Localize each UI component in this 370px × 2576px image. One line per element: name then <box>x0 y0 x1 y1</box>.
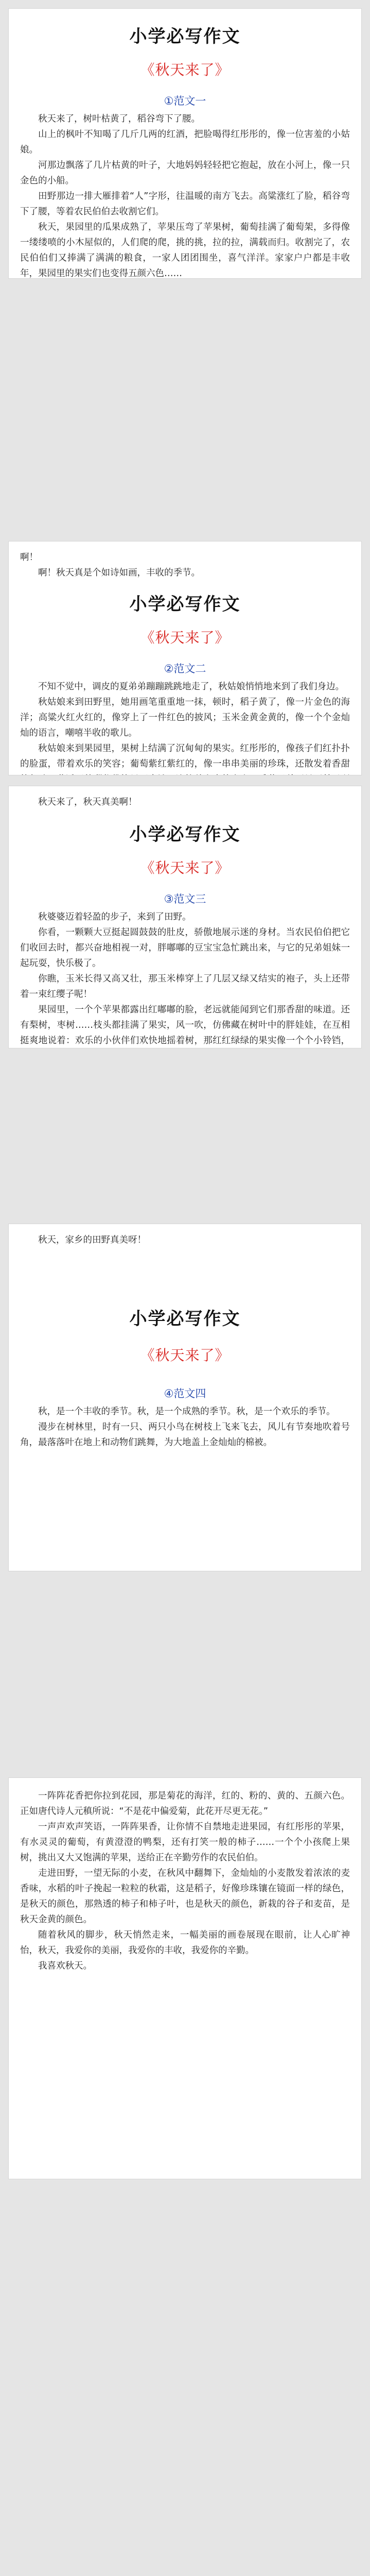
section-label: ①范文一 <box>164 95 206 107</box>
paragraph: 啊！ <box>20 552 38 563</box>
paragraph: 秋天来了，树叶枯黄了，稻谷弯下了腰。 <box>38 114 200 124</box>
paragraph: 山上的枫叶不知喝了几斤几两的红酒，把脸喝得红彤彤的，像一位害羞的小姑娘。 <box>20 129 350 155</box>
paragraph: 田野那边一排大雁排着“人”字形，往温暖的南方飞去。高粱涨红了脸，稻谷弯下了腰，等着农民伯伯去收割它们。 <box>20 191 350 217</box>
doc-title: 小学必写作文 <box>129 26 241 47</box>
essay-title: 《秋天来了》 <box>140 1347 230 1364</box>
essay-title: 《秋天来了》 <box>140 859 230 876</box>
essay-title: 《秋天来了》 <box>140 61 230 78</box>
page-4 <box>8 1224 362 1571</box>
paragraph: 随着秋风的脚步，秋天悄然走来，一幅美丽的画卷展现在眼前，让人心旷神怡，秋天，我爱你的美丽，我爱你的丰收，我爱你的辛勤。 <box>20 1930 350 1956</box>
paragraph: 你瞧，玉米长得又高又壮，那玉米棒穿上了几层又绿又结实的袍子，头上还带着一束红缨子呢！ <box>20 974 350 999</box>
page-5 <box>8 1777 362 2179</box>
page-2 <box>8 541 362 775</box>
paragraph: 秋天，家乡的田野真美呀！ <box>38 1235 146 1245</box>
paragraph: 秋天来了，秋天真美啊！ <box>38 797 137 807</box>
section-label: ④范文四 <box>164 1387 206 1400</box>
page-3 <box>8 786 362 1048</box>
paragraph: 一阵阵花香把你拉到花园，那是菊花的海洋，红的、粉的、黄的、五颜六色。正如唐代诗人元稹所说：“不是花中偏爱菊，此花开尽更无花。” <box>20 1791 350 1817</box>
paragraph: 秋婆婆迈着轻盈的步子，来到了田野。 <box>38 912 191 922</box>
paragraph: 你看，一颗颗大豆挺起圆鼓鼓的肚皮，骄傲地展示迷的身材。当农民伯伯把它们收回去时，都兴奋地相视一对，胖嘟嘟的豆宝宝急忙跳出来，与它的兄弟姐妹一起玩耍，快乐极了。 <box>20 927 350 969</box>
paragraph: 漫步在树林里，时有一只、两只小鸟在树枝上飞来飞去，风儿有节奏地吹着号角，最落落叶在地上和动物们跳舞，为大地盖上金灿灿的棉被。 <box>20 1422 350 1448</box>
paragraph: 不知不觉中，调皮的夏弟弟蹦蹦跳跳地走了，秋姑娘悄悄地来到了我们身边。 <box>38 682 344 692</box>
paragraph: 河那边飘落了几片枯黄的叶子，大地妈妈轻轻把它抱起，放在小河上，像一只金色的小船。 <box>20 160 350 186</box>
paragraph: 一声声欢声笑语，一阵阵果香，让你情不自禁地走进果园，有红彤彤的苹果，有水灵灵的葡萄，有黄澄澄的鸭梨，还有打笑一般的柿子……一个个小孩爬上果树，挑出又大又饱满的苹果，送给正在辛勤劳作的农民伯伯。 <box>20 1822 350 1863</box>
paragraph: 我喜欢秋天。 <box>38 1961 92 1971</box>
doc-title: 小学必写作文 <box>129 1309 241 1329</box>
essay-title: 《秋天来了》 <box>140 629 230 646</box>
paragraph: 秋天，果园里的瓜果成熟了，苹果压弯了苹果树，葡萄挂满了葡萄架，多得像一缕缕喷的小木屋似的，人们爬的爬，挑的挑，拉的拉，满载而归。收割完了，农民伯伯们又捧满了满满的粮食，一家人团团围坐，喜气洋洋。家家户户都是丰收年，果园里的果实们也变得五颜六色…… <box>20 222 350 279</box>
paragraph: 秋姑娘来到果园里，果树上结满了沉甸甸的果实。红彤彤的，像孩子们红扑扑的脸蛋，带着欢乐的笑容；葡萄紫红紫红的，像一串串美丽的珍珠，还散发着香甜 <box>20 743 350 769</box>
paragraph: 果园里，一个个苹果都露出红嘟嘟的脸，老远就能闻到它们那香甜的味道。还有梨树，枣树……枝头都挂满了果实，风一吹，仿佛藏在树叶中的胖娃娃，在互相挺爽地说着：欢乐的小伙伴们欢快地摇着树，那红红绿绿的果实像一个个小铃铛， <box>20 1005 350 1046</box>
section-label: ③范文三 <box>164 893 206 905</box>
paragraph: 啊！秋天真是个如诗如画，丰收的季节。 <box>38 568 200 578</box>
doc-title: 小学必写作文 <box>129 824 241 845</box>
doc-title: 小学必写作文 <box>129 594 241 615</box>
page-1 <box>8 8 362 279</box>
paragraph: 秋姑娘来到田野里，她用画笔重重地一抹，顿时，稻子黄了，像一片金色的海洋；高粱火红火红的，像穿上了一件红色的披风；玉米金黄金黄的，像一个个金灿灿的语言，嘲嘻半收的歌儿。 <box>20 697 350 738</box>
paragraph: 秋，是一个丰收的季节。秋，是一个成熟的季节。秋，是一个欢乐的季节。 <box>38 1406 336 1417</box>
paragraph: 走进田野，一望无际的小麦，在秋风中翻舞下，金灿灿的小麦散发着浓浓的麦香味，水稻的叶子挽起一粒粒的秋霜，这是稻子，好像珍珠镶在镜面一样的绿色，是秋天的颜色，那熟透的柿子和柿子叶，也是秋天的颜色，新栽的谷子和麦苗，是秋天金黄的颜色。 <box>20 1868 350 1925</box>
section-label: ②范文二 <box>164 663 206 675</box>
